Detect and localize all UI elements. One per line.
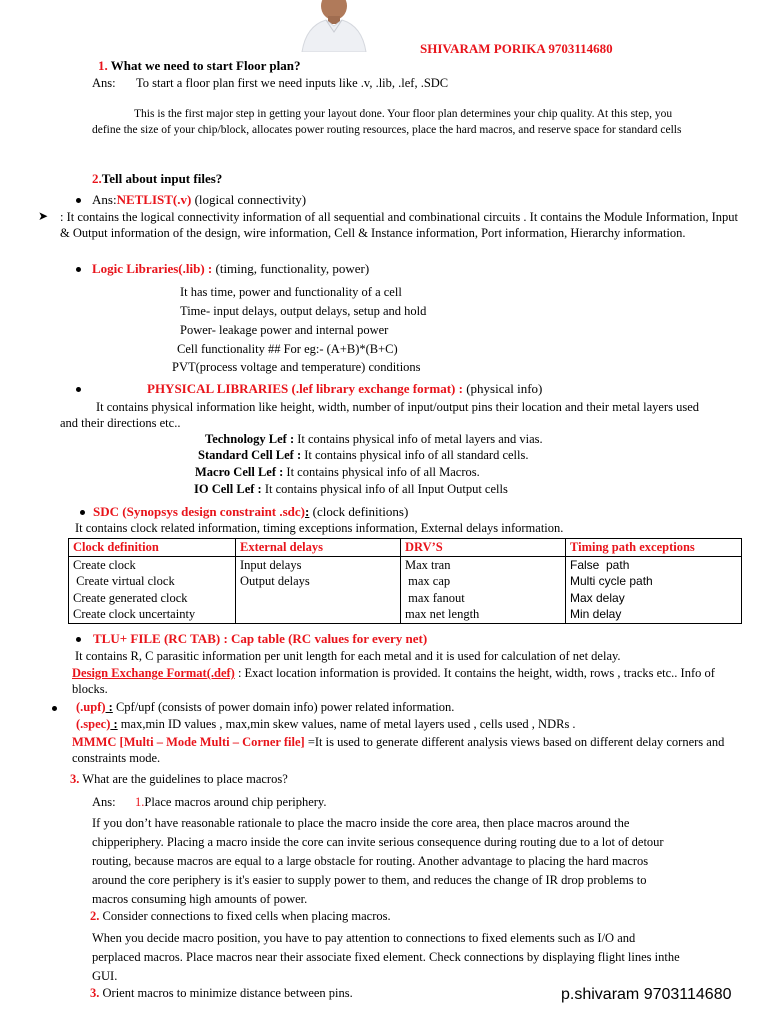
lef-item-label: Technology Lef : xyxy=(205,432,295,446)
netlist-heading xyxy=(92,192,306,208)
guideline-1 xyxy=(135,795,326,811)
guideline-3-text: Orient macros to minimize distance between pins. xyxy=(99,986,353,1000)
answer-1-paragraph: This is the first major step in getting your layout done. Your floor plan determines your chip quality. At this step, you define the size of your chip/block, allocates power routing resources, place the hard macros, and reserve space for standard cells xyxy=(92,108,682,136)
sdc-colon: : xyxy=(305,504,310,519)
lef-item-text: It contains physical info of metal layers and vias. xyxy=(294,432,543,446)
guideline-3-number: 3. xyxy=(90,986,100,1000)
mmmc-label: MMMC [Multi – Mode Multi – Corner file] xyxy=(72,735,305,749)
author-photo xyxy=(298,0,370,52)
bullet xyxy=(76,637,81,642)
lef-item-text: It contains physical info of all Input Output cells xyxy=(261,482,508,496)
def-line xyxy=(72,665,742,697)
spec-colon: : xyxy=(110,717,118,731)
lib-line: Time- input delays, output delays, setup and hold xyxy=(180,304,427,318)
lib-heading xyxy=(92,261,369,277)
table-header: Clock definition xyxy=(69,539,236,557)
guideline-2-number: 2. xyxy=(90,909,100,923)
bullet xyxy=(52,706,57,711)
question-1-text: What we need to start Floor plan? xyxy=(107,58,301,73)
lef-name: PHYSICAL LIBRARIES (.lef library exchange format) : xyxy=(147,381,463,396)
lef-item xyxy=(195,465,480,481)
question-3-number: 3. xyxy=(70,772,80,786)
mmmc-text: =It is used to generate different analysis views based on different delay corners and constraints mode. xyxy=(72,735,725,765)
lib-name: Logic Libraries(.lib) : xyxy=(92,261,213,276)
table-cell: Input delays Output delays xyxy=(236,556,401,623)
table-cell: Max tran max cap max fanout max net length xyxy=(401,556,566,623)
lib-line: It has time, power and functionality of a cell xyxy=(180,285,402,299)
question-2 xyxy=(92,171,222,187)
table-row xyxy=(69,556,742,623)
lib-line: Power- leakage power and internal power xyxy=(180,323,389,337)
lef-item xyxy=(198,448,529,464)
upf-line xyxy=(76,700,454,716)
table-header: Timing path exceptions xyxy=(566,539,742,557)
lib-line: PVT(process voltage and temperature) conditions xyxy=(172,360,421,374)
lef-item xyxy=(194,482,508,498)
lef-item-label: IO Cell Lef : xyxy=(194,482,262,496)
guideline-1-text: Place macros around chip periphery. xyxy=(144,795,327,809)
question-2-number: 2. xyxy=(92,171,102,186)
guideline-1-number: 1. xyxy=(135,795,145,809)
tlu-heading: TLU+ FILE (RC TAB) : Cap table (RC values for every net) xyxy=(93,631,428,646)
sdc-heading xyxy=(93,504,408,520)
question-1 xyxy=(98,58,300,74)
table-header: DRV’S xyxy=(401,539,566,557)
bullet xyxy=(80,510,85,515)
sdc-detail: It contains clock related information, timing exceptions information, External delays information. xyxy=(75,521,564,535)
netlist-desc: (logical connectivity) xyxy=(191,192,307,207)
def-text: : Exact location information is provided. It contains the height, width, rows , tracks etc.. Info of blocks. xyxy=(72,666,715,696)
guideline-1-paragraph: If you don’t have reasonable rationale to place the macro inside the core area, then place macros around the chipperiphery. Placing a macro inside the core can invite serious consequence during routing due to a lot of detour routing, because macros are equal to a large obstacle for routing. Another advantage to placing the hard macros around the core periphery is it's easier to supply power to them, and reduces the change of IR drop problems to macros consuming high amounts of power. xyxy=(92,816,664,906)
lef-item-text: It contains physical info of all Macros. xyxy=(283,465,480,479)
spec-line xyxy=(76,717,576,733)
upf-text: Cpf/upf (consists of power domain info) power related information. xyxy=(112,700,455,714)
lib-line: Cell functionality ## For eg:- (A+B)*(B+C) xyxy=(177,342,398,356)
question-1-number: 1. xyxy=(98,58,108,73)
lef-item xyxy=(205,432,543,448)
netlist-prefix: Ans: xyxy=(92,192,117,207)
bullet xyxy=(76,198,81,203)
lef-desc: (physical info) xyxy=(462,381,543,396)
table-cell: False path Multi cycle path Max delay Min delay xyxy=(566,556,742,623)
author-header: SHIVARAM PORIKA 9703114680 xyxy=(420,41,613,56)
question-2-text: Tell about input files? xyxy=(101,171,223,186)
sdc-name: SDC (Synopsys design constraint .sdc) xyxy=(93,504,306,519)
bullet xyxy=(76,267,81,272)
upf-label: (.upf) xyxy=(76,700,106,714)
sdc-table xyxy=(68,538,742,624)
bullet xyxy=(76,387,81,392)
answer-1-text: To start a floor plan first we need inputs like .v, .lib, .lef, .SDC xyxy=(136,76,449,90)
guideline-2 xyxy=(90,909,391,925)
lef-detail: It contains physical information like height, width, number of input/output pins their location and their metal layers used and their directions etc.. xyxy=(60,400,699,430)
lef-item-label: Standard Cell Lef : xyxy=(198,448,302,462)
table-header: External delays xyxy=(236,539,401,557)
lef-heading xyxy=(147,381,542,397)
guideline-2-paragraph: When you decide macro position, you have to pay attention to connections to fixed elements such as I/O and perplaced macros. Place macros near their associate fixed element. Check connections by displaying flight lines inthe GUI. xyxy=(92,931,680,983)
upf-colon: : xyxy=(105,700,113,714)
guideline-2-text: Consider connections to fixed cells when placing macros. xyxy=(99,909,391,923)
def-label: Design Exchange Format(.def) xyxy=(72,666,235,680)
sdc-desc: (clock definitions) xyxy=(309,504,409,519)
netlist-detail: : It contains the logical connectivity information of all sequential and combinational circuits . It contains the Module Information, Input & Output information of the design, wire information, Cell & Instance information, Port information, Hierarchy information. xyxy=(60,210,738,240)
footer-signature: p.shivaram 9703114680 xyxy=(561,986,732,1003)
spec-text: max,min ID values , max,min skew values, name of metal layers used , cells used , NDRs . xyxy=(117,717,576,731)
spec-label: (.spec) xyxy=(76,717,111,731)
table-header-row xyxy=(69,539,742,557)
tlu-detail: It contains R, C parasitic information per unit length for each metal and it is used for calculation of net delay. xyxy=(75,649,621,663)
lef-item-text: It contains physical info of all standard cells. xyxy=(301,448,529,462)
netlist-name: NETLIST(.v) xyxy=(116,192,192,207)
answer-3-label: Ans: xyxy=(92,795,116,809)
guideline-3 xyxy=(90,986,353,1002)
answer-1-label: Ans: xyxy=(92,76,116,90)
question-3 xyxy=(70,772,288,788)
table-cell: Create clock Create virtual clock Create generated clock Create clock uncertainty xyxy=(69,556,236,623)
lef-item-label: Macro Cell Lef : xyxy=(195,465,284,479)
mmmc-line xyxy=(72,734,752,766)
lib-desc: (timing, functionality, power) xyxy=(212,261,370,276)
arrow-bullet-icon: ➤ xyxy=(38,209,49,223)
question-3-text: What are the guidelines to place macros? xyxy=(79,772,288,786)
